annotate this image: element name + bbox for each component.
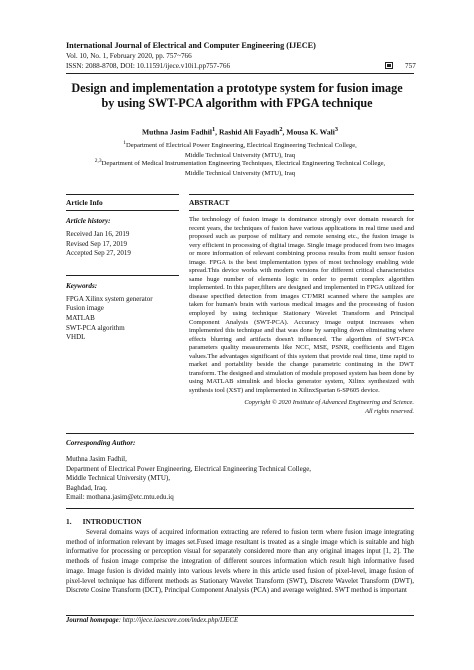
corresponding-email: Email: mothana.jasim@etc.mtu.edu.iq: [66, 493, 174, 502]
header-rule: [66, 73, 414, 74]
section-rule: [66, 275, 179, 276]
history-entry: Revised Sep 17, 2019: [66, 239, 128, 248]
journal-volume: Vol. 10, No. 1, February 2020, pp. 757~766: [66, 52, 192, 60]
corresponding-author: [66, 433, 414, 509]
author-name: Rashid Ali Fayadh: [218, 127, 280, 137]
affiliation-mark: 1: [123, 140, 126, 146]
book-icon: [385, 62, 393, 69]
corresponding-line: Muthna Jasim Fadhil,: [66, 455, 127, 463]
author-affil-mark: 1: [211, 126, 216, 133]
homepage-label: Journal homepage: [66, 617, 119, 624]
corresponding-author-heading: Corresponding Author:: [66, 439, 136, 447]
author-affil-mark: 3: [334, 126, 339, 133]
keyword: SWT-PCA algorithm: [66, 323, 125, 332]
journal-issn: ISSN: 2088-8708, DOI: 10.11591/ijece.v10i1.pp757-766: [66, 62, 231, 70]
keyword: Fusion image: [66, 304, 104, 313]
page-number: 757: [405, 62, 416, 70]
introduction-heading: 1. INTRODUCTION: [66, 517, 142, 526]
author-affil-mark: 2: [279, 126, 283, 133]
abstract-box: [189, 194, 414, 416]
copyright-notice: [189, 399, 414, 416]
homepage-url[interactable]: : http://ijece.iaescore.com/index.php/IJECE: [118, 617, 239, 624]
section-rule: [66, 433, 414, 434]
paper-title: [60, 81, 414, 111]
title-line: by using SWT-PCA algorithm with FPGA technique: [101, 96, 373, 110]
affiliation-mark: 2,3: [94, 158, 102, 164]
history-entry: Received Jan 16, 2019: [66, 230, 130, 238]
section-rule: [189, 210, 414, 211]
journal-homepage: [66, 617, 238, 624]
section-rule: [66, 508, 414, 509]
affiliation-line: Middle Technical University (MTU), Iraq: [184, 151, 296, 159]
copyright-line: Copyright © 2020 Institute of Advanced Engineering and Science.: [244, 399, 414, 407]
keywords-heading: Keywords:: [66, 281, 98, 290]
introduction-text: Several domains ways of acquired information extracting are refered to fusion term where fusion image integrating method of information relevant by images set.Fused image resultant is treated as a single image which is suitable and high informative for processing or perception visual for separately considered more than any original images input [1, 2]. The methods of fusion image comprise the integration of different sources information which result high informative fused image. Image fusion is divided mainly into various levels where in this article used fusion of pixel-level, image fusion of pixel-level technique has different methods as Stationary Wavelet Transform (SWT), Discrete Wavelet Transform (DWT), Discrete Cosine Transform (DCT), Principal Component Analysis (PCA) and average weighted. SWT method is important: [66, 528, 414, 595]
affiliation-line: Middle Technical University (MTU), Iraq: [184, 169, 296, 177]
affiliation-line: Department of Medical Instrumentation Engineering Techniques, Electrical Engineering Technical College,: [101, 160, 386, 168]
author-name: Muthna Jasim Fadhil: [141, 127, 212, 137]
article-info-box: [66, 194, 179, 343]
abstract-heading: ABSTRACT: [189, 198, 230, 207]
journal-name: International Journal of Electrical and Computer Engineering (IJECE): [66, 41, 316, 50]
keyword: VHDL: [66, 333, 86, 342]
corresponding-line: Department of Electrical Power Engineering, Electrical Engineering Technical College,: [66, 464, 312, 473]
history-entry: Accepted Sep 27, 2019: [66, 249, 131, 258]
article-history-heading: Article history:: [66, 217, 111, 225]
title-line: Design and implementation a prototype system for fusion image: [71, 81, 403, 95]
article-info-heading: Article Info: [66, 198, 103, 207]
author-list: [66, 126, 414, 137]
footer-rule: [66, 615, 414, 616]
section-rule: [66, 210, 179, 211]
affiliation: [66, 157, 414, 178]
author-separator: ,: [215, 127, 219, 137]
affiliation-line: Department of Electrical Power Engineering, Electrical Engineering Technical College,: [125, 142, 357, 150]
corresponding-line: Baghdad, Iraq.: [66, 483, 108, 492]
keyword: MATLAB: [66, 313, 95, 322]
keyword: FPGA Xilinx system generator: [66, 294, 153, 303]
corresponding-line: Middle Technical University (MTU),: [66, 474, 170, 483]
author-separator: ,: [282, 127, 287, 137]
author-name: Mousa K. Wali: [286, 127, 335, 137]
abstract-text: The technology of fusion image is dominance strongly over domain research for recent years, the techniques of fusion have various applications in real time used and proposed such as purpose of military and remote sensing etc., the fusion image is very efficient in processing of digital image. Single image produced from two images or more information of relevant combining process results from multi sensor fusion image. FPGA is the best implementation types of most technology enabling wide spread.This device works with modern versions for different critical characteristics same huge number of elements logic in order to permit complex algorithm implemented. In this paper,filters are designed and implemented in FPGA utilized for disease specified detection from images CT/MRI scanned where the samples are taken for human's brain with various medical images and the processing of fusion employed by using technique Stationary Wavelet Transform and Principal Component Analysis (SWT-PCA). Accuracy image output increases when implemented this technique and that was done by sampling down eliminating where effects blurring and artifacts doesn't influenced. The algorithm of SWT-PCA parameters quality measurements like NCC, MSE, PSNR, coefficients and Eigen values.The advantages significant of this system that provide real time, time rapid to market and portability beside the change parametric continuing in the DWT transform. The designed and simulation of module proposed system has been done by using MATLAB simulink and blocks generator system, Xilinx synthesized with synthesis tool (XST) and implemented in XilinxSpartan 6-SP605 device.: [189, 216, 414, 394]
copyright-line: All rights reserved.: [365, 407, 414, 415]
